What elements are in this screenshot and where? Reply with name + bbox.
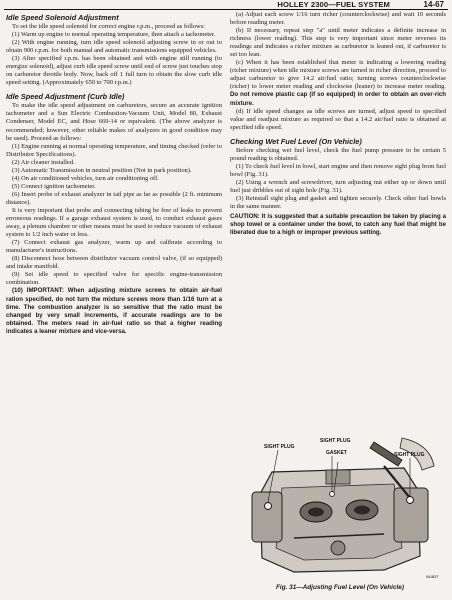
figure-code: NU837 (426, 574, 439, 579)
figure-label: SIGHT PLUG (320, 438, 351, 444)
paragraph: (9) Set idle speed to specified valve for specific engine-transmission combination. (6, 271, 222, 287)
paragraph: (3) Automatic Transmission in neutral position (Not in park position). (12, 166, 192, 174)
section-heading-wet-fuel-level: Checking Wet Fuel Level (On Vehicle) (230, 136, 362, 146)
page-header (0, 0, 452, 9)
figure-caption: Fig. 31—Adjusting Fuel Level (On Vehicle) (276, 584, 404, 591)
paragraph: (1) To check fuel level in bowl, start engine and then remove sight plug from fuel bowl (Fig. 31). (230, 162, 446, 178)
paragraph: Before checking wet fuel level, check the fuel pump pressure to be certain 5 pound reading is obtained. (230, 146, 446, 162)
paragraph: (b) If necessary, repeat step "a" until meter indicates a definite increase in richness (lower reading). This step is very important since meter reverses its readings and indicates a richer mixture as carburetor is leaned out, if carburetor is set too lean. (230, 27, 446, 59)
important-paragraph: (10) IMPORTANT: When adjusting mixture screws to obtain air-fuel ration specified, do not turn the mixture screws more than 1/16 turn at a time. The combustion analyzer is so sensitive that the ratio must be changed by very small increments, if accurate readings are to be obtained. The meters read in air-fuel ratio so that a higher reading indicates a leaner mixture and vice-versa. (6, 287, 222, 335)
paragraph: (4) On air conditioned vehicles, turn air conditioning off. (12, 174, 159, 182)
paragraph: (d) If idle speed changes as idle screws are turned, adjust speed to specified value and readjust mixture as required so that a 14.2 air/fuel ratio is obtained at specified idle speed. (230, 107, 446, 131)
paragraph (230, 59, 446, 107)
section-heading-curb-idle: Idle Speed Adjustment (Curb Idle) (6, 92, 125, 102)
paragraph: (a) Adjust each screw 1/16 turn richer (counterclockwise) and wait 10 seconds before reading meter. (230, 11, 446, 27)
caution-paragraph: CAUTION: It is suggested that a suitable precaution be taken by placing a shop towel or a container under the bowl, to catch any fuel that might be liberated due to a high or improper previous setting. (230, 213, 446, 237)
paragraph: (1) Engine running at normal operating temperature, and timing checked (refer to Distributor Specifications). (6, 142, 222, 158)
section-heading-idle-speed-solenoid: Idle Speed Solenoid Adjustment (6, 13, 119, 22)
paragraph: (2) With engine running, turn idle speed solenoid adjusting screw in or out to obtain 900 r.p.m. for both manual and automatic transmissions equipped vehicles. (6, 39, 222, 55)
figure-label: SIGHT PLUG (264, 444, 295, 450)
paragraph: (3) After specified r.p.m. has been obtained and with engine still running (to energize solenoid), adjust curb idle speed screw until end of screw just touches stop on carburetor throttle body. Now, back off 1 full turn to obtain the slow curb idle speed setting. (Approximately 650 to 700 r.p.m.) (6, 55, 222, 87)
plastic-cap-warning: Do not remove plastic cap (if so equipped) in order to obtain an over-rich mixture. (230, 91, 446, 107)
paragraph: (5) Connect ignition tachometer. (12, 182, 96, 190)
carburetor-illustration (234, 430, 446, 582)
paragraph: To set the idle speed solenoid for correct engine r.p.m., proceed as follows: (12, 23, 205, 30)
paragraph: (3) Reinstall sight plug and gasket and tighten securely. Check other fuel bowls in the same manner. (230, 194, 446, 211)
left-column (6, 11, 222, 336)
paragraph: (7) Connect exhaust gas analyzer, warm up and calibrate according to manufacturer's instructions. (6, 239, 222, 255)
paragraph: (1) Warm up engine to normal operating temperature, then attach a tachometer. (12, 31, 216, 39)
right-column (230, 11, 446, 237)
running-head: HOLLEY 2300—FUEL SYSTEM (277, 0, 390, 9)
paragraph: It is very important that probe and connecting tubing be free of leaks to prevent erroneous readings. If a garage exhaust system is used, to conduct exhaust gases away, a plenum chamber or other means must be used to reduce vacuum of exhaust system to 1/2 inch water or less. (6, 206, 222, 239)
carburetor-figure (234, 430, 446, 582)
paragraph-text: (c) When it has been established that meter is indicating a lowering reading (richer mixture) when idle mixture screws are turned in richer direction, proceed to adjust carburetor to give 14.2 air/fuel ratio; turning screws counterclockwise (richer) to lower meter reading and clockwise (leaner) to increase meter reading. (230, 59, 446, 91)
paragraph: (2) Air cleaner installed. (12, 158, 75, 166)
figure-label: SIGHT PLUG (394, 452, 425, 458)
paragraph: (8) Disconnect hose between distributor vacuum control valve, (if so equipped) and intake manifold. (6, 255, 222, 271)
paragraph: (2) Using a wrench and screwdriver, turn adjusting nut either up or down until fuel just dribbles out of sight hole (Fig. 31). (230, 178, 446, 194)
paragraph: (6) Insert probe of exhaust analyzer in tail pipe as far as possible (2 ft. minimum distance). (6, 190, 222, 206)
paragraph: To make the idle speed adjustment on carburetors, secure an accurate ignition tachometer and a Sun Electric Combustion-Vacuum Unit, Model 80, Exhaust Condenser, Model EC, and Hose 669-14 or equivalent. (The above analyzer is recommended; however, other reliable makes of analyzers in good condition may be used). Proceed as follows: (6, 102, 222, 142)
figure-label: GASKET (326, 450, 347, 456)
page-number: 14-67 (423, 0, 444, 9)
